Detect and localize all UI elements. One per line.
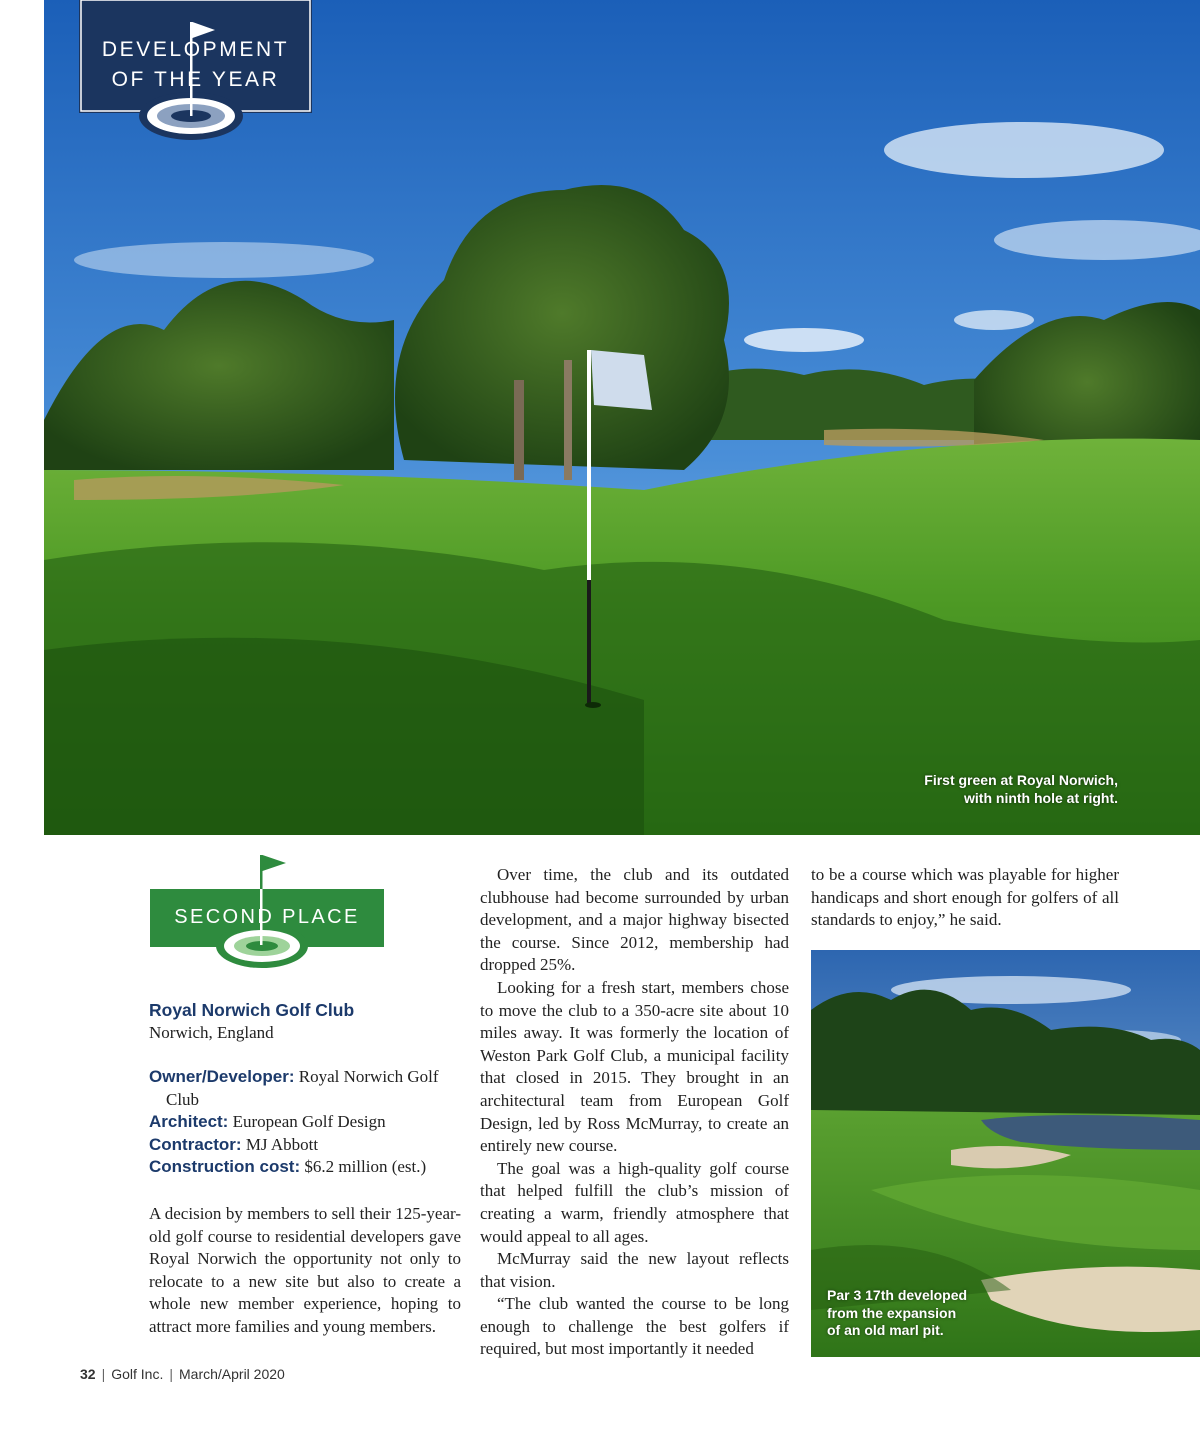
- page-footer: [80, 1366, 285, 1382]
- hero-caption: [924, 771, 1118, 807]
- par3-caption: [827, 1287, 967, 1340]
- footer-separator: |: [169, 1366, 173, 1382]
- development-of-the-year-badge: [79, 0, 312, 142]
- hero-caption-line: First green at Royal Norwich,: [924, 772, 1118, 788]
- fact-contractor-label: Contractor:: [149, 1134, 242, 1154]
- footer-separator: |: [101, 1366, 106, 1382]
- fact-owner-value: Royal Norwich Golf Club: [166, 1067, 439, 1109]
- article-paragraph: Over time, the club and its outdated clubhouse had become surrounded by urban development, and a major highway bisected the course. Since 2012, membership had dropped 25%.: [480, 865, 789, 975]
- fact-cost-label: Construction cost:: [149, 1157, 301, 1176]
- article-paragraph: The goal was a high-quality golf course that helped fulfill the club’s mission of creating a warm, friendly atmosphere that would appeal to all ages.: [480, 1158, 789, 1246]
- club-location: Norwich, England: [149, 1022, 274, 1042]
- article-paragraph: to be a course which was playable for higher handicaps and short enough for golfers of all standards to enjoy,” he said.: [811, 865, 1119, 930]
- hero-caption-line: with ninth hole at right.: [964, 790, 1118, 806]
- article-paragraph: McMurray said the new layout reflects that vision.: [480, 1249, 789, 1291]
- badge-title-line2: OF THE YEAR: [111, 68, 280, 91]
- article-column-2: [480, 864, 789, 1361]
- fact-contractor: [149, 1134, 465, 1157]
- article-paragraph: A decision by members to sell their 125-year-old golf course to residential developers gave Royal Norwich the opportunity not only to relocate to a new site but also to create a whole new member experience, hoping to attract more families and young members.: [149, 1204, 461, 1336]
- club-name: Royal Norwich Golf Club: [149, 1000, 355, 1020]
- article-column-3: [811, 864, 1119, 932]
- page-number: 32: [80, 1366, 96, 1382]
- article-paragraph: Looking for a fresh start, members chose to move the club to a 350-acre site about 10 miles away. It was formerly the location of Weston Park Golf Club, a municipal facility that closed in 2015. They brought in an architectural team from European Golf Design, led by Ross McMurray, to create an entirely new course.: [480, 977, 789, 1156]
- issue-date: March/April 2020: [179, 1366, 285, 1382]
- par3-caption-line: of an old marl pit.: [827, 1322, 944, 1338]
- second-place-badge: [150, 853, 384, 973]
- fact-architect-value: European Golf Design: [232, 1112, 386, 1131]
- second-place-label: SECOND PLACE: [174, 906, 360, 928]
- fact-cost: [149, 1156, 465, 1179]
- par3-photo: [811, 950, 1200, 1357]
- fact-owner-label: Owner/Developer:: [149, 1067, 295, 1086]
- facts-spacer: [149, 1044, 465, 1066]
- fact-contractor-value: MJ Abbott: [245, 1134, 319, 1154]
- par3-caption-line: from the expansion: [827, 1304, 957, 1321]
- publication-name: Golf Inc.: [111, 1366, 164, 1382]
- badge-title-line1: DEVELOPMENT: [101, 38, 290, 61]
- fact-architect: [149, 1111, 465, 1134]
- par3-caption-line: Par 3 17th developed: [827, 1287, 968, 1303]
- fact-owner: [149, 1066, 465, 1111]
- fact-architect-label: Architect:: [149, 1112, 229, 1131]
- club-facts: [149, 999, 465, 1179]
- fact-cost-value: $6.2 million (est.): [304, 1157, 427, 1176]
- article-paragraph: “The club wanted the course to be long enough to challenge the best golfers if required, but most importantly it needed: [480, 1294, 789, 1359]
- article-column-1: [149, 1203, 461, 1339]
